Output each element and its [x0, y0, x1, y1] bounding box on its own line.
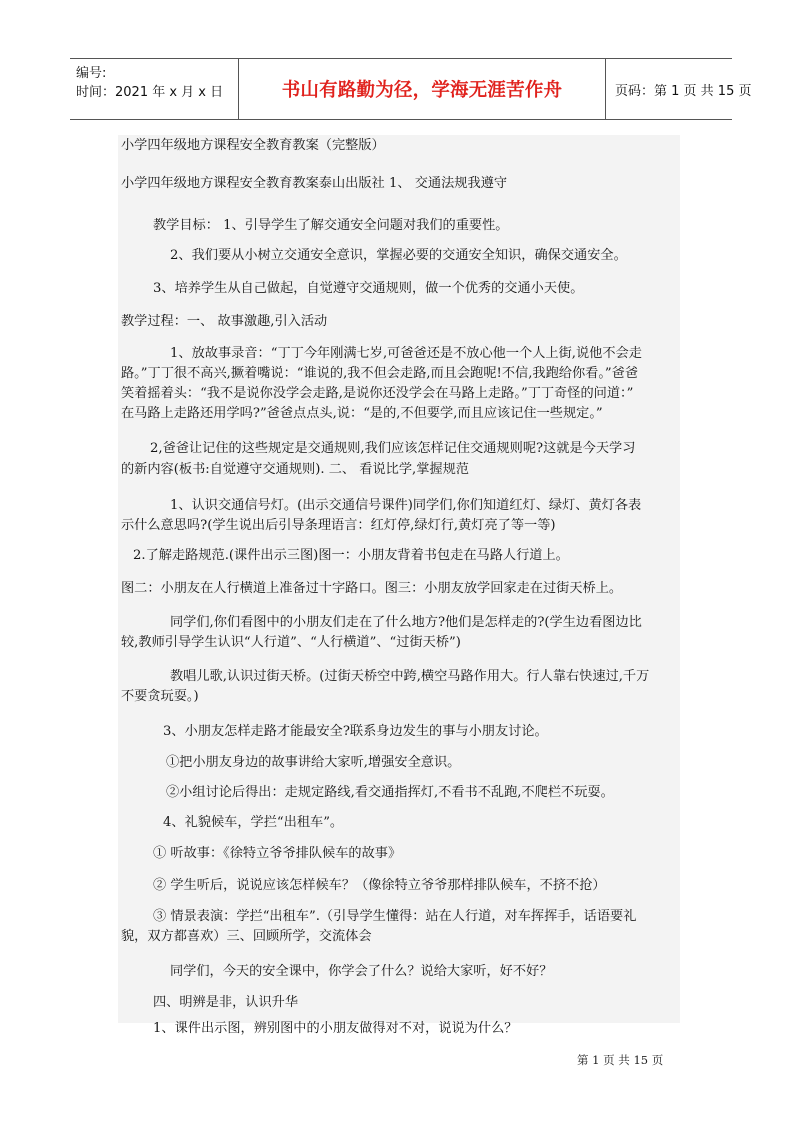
- rules-line-2: 的新内容(板书:自觉遵守交通规则). 二、 看说比学,掌握规范: [121, 462, 469, 477]
- story-line-3: 笑着摇着头：“我不是说你没学会走路,是说你还没学会在马路上走路。”丁丁奇怪的问道：”: [121, 386, 634, 401]
- observe-line-2: 较,教师引导学生认识“人行道”、“人行横道”、“过街天桥”): [121, 635, 461, 650]
- story-line-4: 在马路上走路还用学吗?”爸爸点点头,说：“是的,不但要学,而且应该记住一些规定。”: [121, 406, 603, 421]
- exercise-1: 1、课件出示图，辨别图中的小朋友做得对不对，说说为什么？: [153, 1021, 518, 1036]
- process-heading: 教学过程：一、 故事激趣,引入活动: [121, 314, 328, 329]
- serial-label: 编号:: [76, 66, 107, 81]
- page-header: [70, 58, 752, 120]
- song-line-1: 教唱儿歌,认识过街天桥。(过街天桥空中跨,横空马路作用大。行人靠右快速过,千万: [170, 669, 650, 684]
- page-info: 页码：第 1 页 共 15 页: [615, 83, 752, 99]
- song-line-2: 不要贪玩耍。): [121, 689, 199, 704]
- header-meta: [70, 59, 238, 119]
- section-4-heading: 四、明辨是非，认识升华: [153, 995, 299, 1010]
- rules-line-1: 2,爸爸让记住的这些规定是交通规则,我们应该怎样记住交通规则呢?这就是今天学习: [150, 441, 636, 456]
- figure-2-3: 图二：小朋友在人行横道上准备过十字路口。图三：小朋友放学回家走在过街天桥上。: [121, 581, 623, 596]
- goal-1: 教学目标： 1、引导学生了解交通安全问题对我们的重要性。: [153, 218, 509, 233]
- date-label: 时间：2021 年 x 月 x 日: [76, 85, 224, 100]
- page-footer: 第 1 页 共 15 页: [577, 1053, 664, 1067]
- doc-subtitle: 小学四年级地方课程安全教育教案泰山出版社 1、 交通法规我遵守: [121, 176, 508, 191]
- page-info-cell: [605, 59, 752, 119]
- circle-item-1: ①把小朋友身边的故事讲给大家听,增强安全意识。: [166, 755, 461, 770]
- signal-line-1: 1、认识交通信号灯。(出示交通信号课件)同学们,你们知道红灯、绿灯、黄灯各表: [170, 498, 642, 513]
- goal-3: 3、培养学生从自己做起，自觉遵守交通规则，做一个优秀的交通小天使。: [153, 281, 584, 296]
- motto: 书山有路勤为径，学海无涯苦作舟: [281, 80, 563, 101]
- walk-rules: 2.了解走路规范.(课件出示三图)图一：小朋友背着书包走在马路人行道上。: [133, 548, 569, 563]
- taxi-item-3-line-1: ③ 情景表演：学拦“出租车”.（引导学生懂得：站在人行道，对车挥挥手，话语要礼: [153, 909, 637, 924]
- goal-2: 2、我们要从小树立交通安全意识，掌握必要的交通安全知识，确保交通安全。: [170, 248, 627, 263]
- review-question: 同学们，今天的安全课中，你学会了什么？说给大家听，好不好？: [170, 964, 553, 979]
- motto-cell: [238, 59, 606, 119]
- doc-title: 小学四年级地方课程安全教育教案（完整版）: [121, 138, 385, 153]
- story-line-1: 1、放故事录音：“丁丁今年刚满七岁,可爸爸还是不放心他一个人上街,说他不会走: [170, 346, 642, 361]
- safest-walk: 3、小朋友怎样走路才能最安全?联系身边发生的事与小朋友讨论。: [163, 724, 548, 739]
- taxi-item-3-line-2: 貌，双方都喜欢）三、回顾所学，交流体会: [121, 929, 372, 944]
- signal-line-2: 示什么意思吗?(学生说出后引导条理语言：红灯停,绿灯行,黄灯亮了等一等): [121, 518, 556, 533]
- taxi-heading: 4、礼貌候车，学拦“出租车”。: [163, 815, 344, 830]
- taxi-item-1: ① 听故事：《徐特立爷爷排队候车的故事》: [153, 846, 402, 861]
- taxi-item-2: ② 学生听后，说说应该怎样候车？（像徐特立爷爷那样排队候车，不挤不抢）: [153, 878, 606, 893]
- story-line-2: 路。”丁丁很不高兴,撅着嘴说：“谁说的,我不但会走路,而且会跑呢!不信,我跑给你看。”爸爸: [121, 366, 639, 381]
- circle-item-2: ②小组讨论后得出：走规定路线,看交通指挥灯,不看书不乱跑,不爬栏不玩耍。: [166, 785, 614, 800]
- document-body: [118, 135, 680, 1036]
- observe-line-1: 同学们,你们看图中的小朋友们走在了什么地方?他们是怎样走的?(学生边看图边比: [170, 615, 642, 630]
